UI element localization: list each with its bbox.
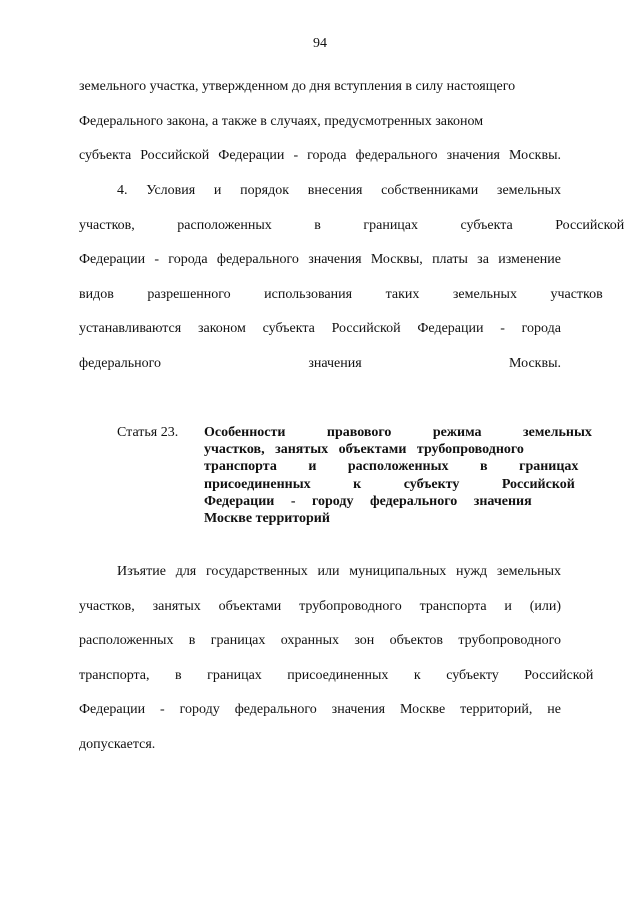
text-line: Федерации - городу федерального значения Москве территорий, не [79,702,561,718]
title-line: транспорта и расположенных в границах [204,459,579,475]
title-line: участков, занятых объектами трубопроводного [204,442,524,458]
text-line: Федерации - города федерального значения Москвы, платы за изменение [79,252,561,268]
text-line: устанавливаются законом субъекта Российской Федерации - города [79,321,561,337]
text-line: расположенных в границах охранных зон объектов трубопроводного [79,633,561,649]
paragraph-item-4 [79,174,625,382]
text-line: федерального значения Москвы. [79,355,561,371]
text-line: допускается. [79,736,156,752]
text-line: участков, расположенных в границах субъекта Российской [79,217,625,233]
paragraph-article-23 [79,555,594,763]
text-line: участков, занятых объектами трубопроводного транспорта и (или) [79,598,561,614]
text-line: видов разрешенного использования таких земельных участков [79,286,603,302]
text-line: Федерального закона, а также в случаях, предусмотренных законом [79,113,484,129]
article-number: Статья 23. [117,425,179,440]
text-line: субъекта Российской Федерации - города федерального значения Москвы. [79,148,561,164]
text-line: транспорта, в границах присоединенных к субъекту Российской [79,667,594,683]
text-line: Изъятие для государственных или муниципальных нужд земельных [117,564,561,579]
text-line: земельного участка, утвержденном до дня вступления в силу настоящего [79,79,516,94]
title-line: Федерации - городу федерального значения [204,493,532,509]
title-line: присоединенных к субъекту Российской [204,476,575,492]
text-line: 4. Условия и порядок внесения собственниками земельных [117,183,561,198]
title-line: Москве территорий [204,511,330,527]
paragraph-continuation [79,70,561,174]
article-title [204,424,592,527]
title-line: Особенности правового режима земельных [204,425,592,440]
page-number: 94 [313,36,327,51]
